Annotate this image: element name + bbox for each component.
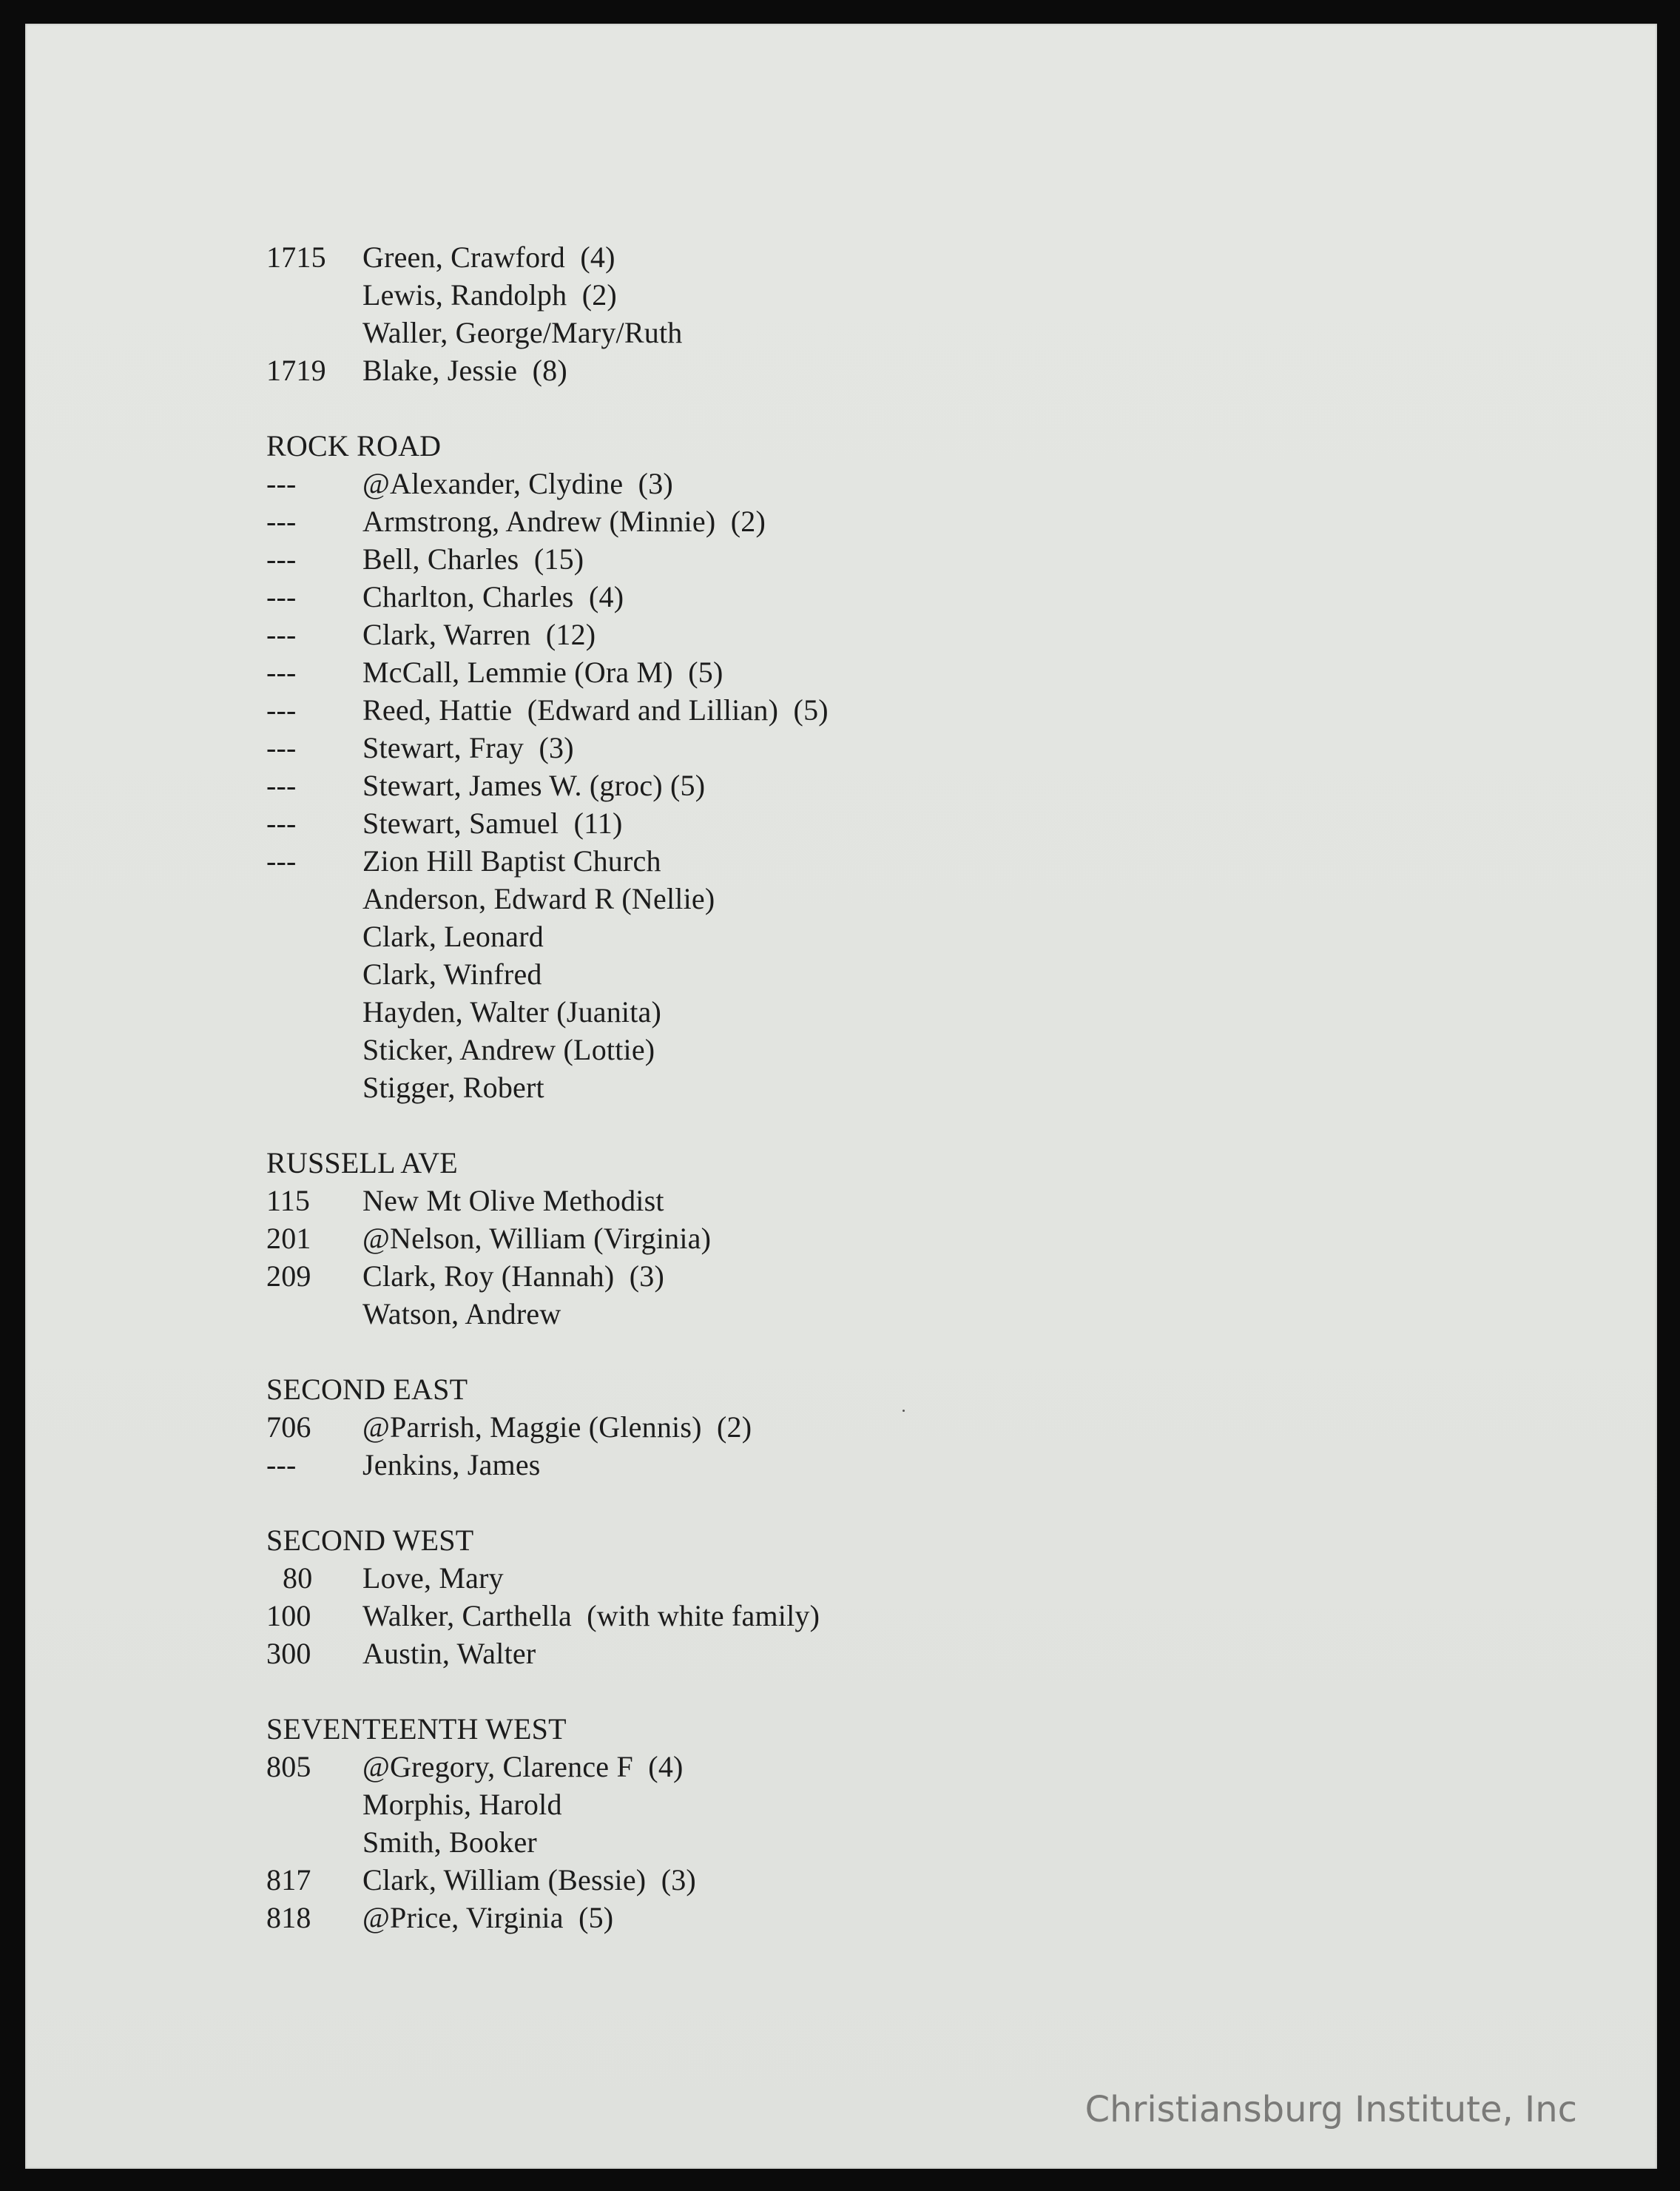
house-number: ---	[266, 731, 297, 764]
section-gap	[266, 389, 1154, 427]
house-number: 1715	[266, 240, 326, 274]
resident-name: Armstrong, Andrew (Minnie) (2)	[362, 505, 766, 538]
directory-entry	[266, 804, 1154, 842]
house-number: 201	[266, 1222, 311, 1255]
resident-name: Austin, Walter	[362, 1637, 536, 1670]
section-gap	[266, 1484, 1154, 1521]
directory-entry	[266, 1295, 1154, 1333]
directory-entry	[266, 1786, 1154, 1823]
house-number	[266, 314, 362, 351]
house-number: ---	[266, 467, 297, 500]
house-number	[266, 1786, 362, 1823]
resident-name: Zion Hill Baptist Church	[362, 844, 661, 878]
directory-entry	[266, 1597, 1154, 1635]
directory-entry	[266, 1823, 1154, 1861]
directory-entry	[266, 351, 1154, 389]
resident-name: Waller, George/Mary/Ruth	[362, 316, 683, 349]
directory-entry	[266, 842, 1154, 880]
paper-speck	[903, 1410, 905, 1412]
directory-entry	[266, 1559, 1154, 1597]
resident-name: @Parrish, Maggie (Glennis) (2)	[362, 1410, 752, 1444]
directory-entry	[266, 238, 1154, 276]
house-number	[266, 955, 362, 993]
directory-entry	[266, 1408, 1154, 1446]
resident-name: McCall, Lemmie (Ora M) (5)	[362, 656, 723, 689]
resident-name: @Price, Virginia (5)	[362, 1901, 614, 1934]
directory-entry	[266, 767, 1154, 804]
directory-entry	[266, 1446, 1154, 1484]
house-number	[266, 918, 362, 955]
resident-name: Reed, Hattie (Edward and Lillian) (5)	[362, 693, 829, 727]
house-number	[266, 880, 362, 918]
resident-name: Hayden, Walter (Juanita)	[362, 995, 662, 1029]
directory-entry	[266, 465, 1154, 502]
resident-name: Clark, William (Bessie) (3)	[362, 1863, 696, 1896]
street-heading: SEVENTEENTH WEST	[266, 1712, 567, 1746]
directory-entry	[266, 955, 1154, 993]
house-number	[266, 993, 362, 1031]
house-number: 818	[266, 1901, 311, 1934]
resident-name: Clark, Roy (Hannah) (3)	[362, 1259, 665, 1293]
street-heading: ROCK ROAD	[266, 429, 442, 462]
street-heading: SECOND WEST	[266, 1524, 474, 1557]
directory-entry	[266, 578, 1154, 616]
resident-name: Stewart, James W. (groc) (5)	[362, 769, 706, 802]
resident-name: Stewart, Fray (3)	[362, 731, 574, 764]
resident-name: Jenkins, James	[362, 1448, 541, 1481]
resident-name: Charlton, Charles (4)	[362, 580, 624, 613]
house-number: 300	[266, 1637, 311, 1670]
resident-name: Clark, Winfred	[362, 957, 542, 991]
house-number: ---	[266, 1448, 297, 1481]
section-gap	[266, 1106, 1154, 1144]
resident-name: Sticker, Andrew (Lottie)	[362, 1033, 655, 1066]
resident-name: Lewis, Randolph (2)	[362, 278, 617, 312]
resident-name: Clark, Leonard	[362, 920, 544, 953]
directory-entry	[266, 276, 1154, 314]
house-number: 1719	[266, 354, 326, 387]
street-heading: SECOND EAST	[266, 1373, 468, 1406]
directory-entry	[266, 502, 1154, 540]
house-number: 706	[266, 1410, 311, 1444]
resident-name: Clark, Warren (12)	[362, 618, 596, 651]
directory-entry	[266, 1031, 1154, 1068]
resident-name: Walker, Carthella (with white family)	[362, 1599, 820, 1632]
directory-entry	[266, 1861, 1154, 1899]
resident-name: @Alexander, Clydine (3)	[362, 467, 673, 500]
directory-entry	[266, 314, 1154, 351]
resident-name: Bell, Charles (15)	[362, 542, 584, 576]
house-number: 805	[266, 1750, 311, 1783]
house-number	[266, 1295, 362, 1333]
section-gap	[266, 1333, 1154, 1370]
resident-name: Anderson, Edward R (Nellie)	[362, 882, 715, 915]
directory-entry	[266, 1182, 1154, 1219]
directory-listing	[266, 238, 1154, 1936]
resident-name: Morphis, Harold	[362, 1788, 562, 1821]
directory-entry	[266, 1635, 1154, 1672]
house-number	[266, 1068, 362, 1106]
directory-entry	[266, 918, 1154, 955]
directory-entry	[266, 691, 1154, 729]
house-number: ---	[266, 580, 297, 613]
section-gap	[266, 1672, 1154, 1710]
directory-entry	[266, 1219, 1154, 1257]
house-number: ---	[266, 693, 297, 727]
house-number: ---	[266, 618, 297, 651]
directory-entry	[266, 616, 1154, 653]
house-number	[266, 276, 362, 314]
house-number: ---	[266, 505, 297, 538]
directory-entry	[266, 1068, 1154, 1106]
house-number	[266, 1031, 362, 1068]
directory-entry	[266, 653, 1154, 691]
resident-name: @Nelson, William (Virginia)	[362, 1222, 712, 1255]
directory-entry	[266, 1748, 1154, 1786]
house-number: 209	[266, 1259, 311, 1293]
house-number: ---	[266, 844, 297, 878]
house-number: 80	[283, 1561, 313, 1595]
directory-entry	[266, 1899, 1154, 1936]
document-page	[25, 24, 1657, 2169]
resident-name: Stigger, Robert	[362, 1071, 544, 1104]
watermark: Christiansburg Institute, Inc	[1084, 2089, 1577, 2130]
resident-name: @Gregory, Clarence F (4)	[362, 1750, 684, 1783]
directory-entry	[266, 880, 1154, 918]
directory-entry	[266, 1257, 1154, 1295]
house-number: ---	[266, 656, 297, 689]
resident-name: Love, Mary	[362, 1561, 504, 1595]
house-number: ---	[266, 542, 297, 576]
resident-name: New Mt Olive Methodist	[362, 1184, 664, 1217]
house-number	[266, 1823, 362, 1861]
resident-name: Stewart, Samuel (11)	[362, 807, 623, 840]
resident-name: Smith, Booker	[362, 1825, 537, 1859]
resident-name: Green, Crawford (4)	[362, 240, 615, 274]
house-number: ---	[266, 769, 297, 802]
house-number: 100	[266, 1599, 311, 1632]
house-number: 115	[266, 1184, 311, 1217]
directory-entry	[266, 540, 1154, 578]
street-heading: RUSSELL AVE	[266, 1146, 458, 1179]
directory-entry	[266, 729, 1154, 767]
resident-name: Blake, Jessie (8)	[362, 354, 567, 387]
house-number: 817	[266, 1863, 311, 1896]
house-number: ---	[266, 807, 297, 840]
resident-name: Watson, Andrew	[362, 1297, 561, 1330]
directory-entry	[266, 993, 1154, 1031]
